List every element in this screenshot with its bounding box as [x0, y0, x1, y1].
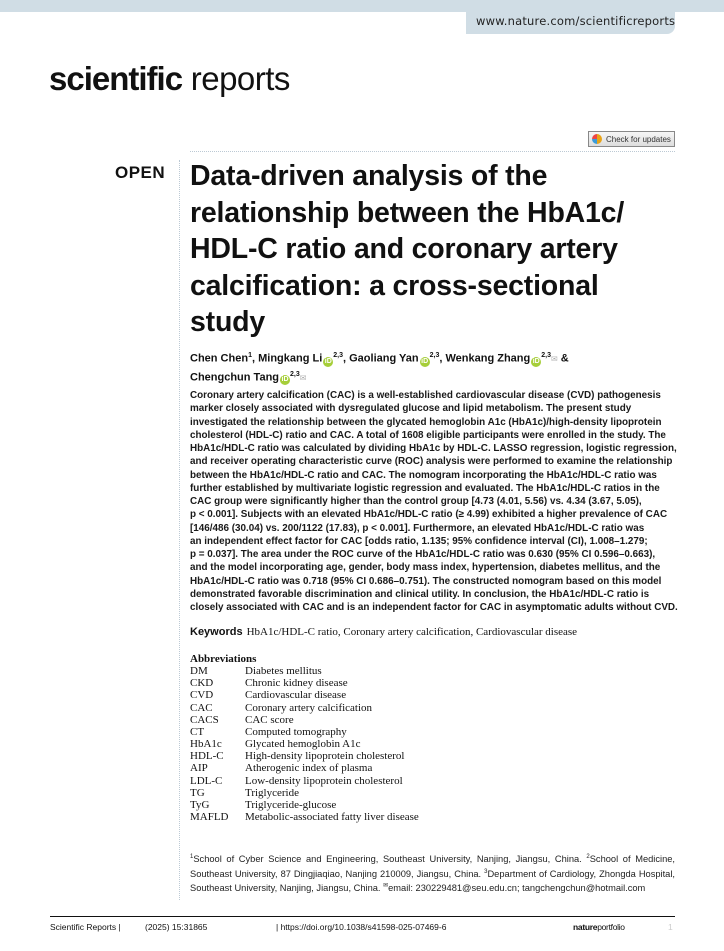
- author-separator: ,: [343, 352, 350, 365]
- footer-doi[interactable]: | https://doi.org/10.1038/s41598-025-07469-6: [276, 922, 447, 932]
- orcid-icon[interactable]: iD: [324, 357, 332, 365]
- abstract-line: and receiver operating characteristic curve (ROC) analysis were performed to examine the relationship: [190, 456, 673, 468]
- affiliations: [190, 851, 675, 895]
- logo-bold: scientific: [49, 60, 183, 97]
- author-affiliation-sup: 2,3: [429, 352, 440, 359]
- footer-rule: [50, 916, 675, 917]
- abbreviation-term: CVD: [190, 689, 214, 702]
- logo-light: reports: [182, 60, 290, 97]
- keywords: [190, 626, 577, 638]
- open-access-label: OPEN: [115, 163, 166, 182]
- author-separator: ,: [251, 352, 259, 365]
- affiliation-sup: 2: [586, 854, 590, 860]
- abbreviation-term: CT: [190, 725, 205, 738]
- author-affiliation-sup: 2,3: [290, 370, 300, 378]
- abbreviation-definition: Glycated hemoglobin A1c: [245, 738, 361, 751]
- crossmark-icon: [592, 134, 602, 144]
- title-line: HDL-C ratio and coronary artery: [190, 233, 618, 265]
- author-name: Chen Chen: [190, 352, 249, 365]
- author-affiliation-sup: 2,3: [541, 352, 551, 359]
- abbreviation-definition: Computed tomography: [245, 725, 347, 738]
- abstract-line: and the model incorporating age, gender, body mass index, hypertension, diabetes mellitus, and the: [190, 562, 661, 574]
- abbreviation-term: DM: [190, 665, 208, 678]
- email-icon[interactable]: ✉: [550, 354, 558, 364]
- author-list: [190, 348, 610, 385]
- abbreviation-row: [190, 714, 419, 726]
- abbreviation-row: [190, 799, 419, 811]
- publisher-light: portfolio: [597, 922, 625, 932]
- affiliation-sup: 3: [484, 868, 488, 875]
- abbreviation-definition: Low-density lipoprotein cholesterol: [245, 774, 403, 787]
- abbreviation-term: TyG: [190, 798, 210, 811]
- abbreviation-definition: Chronic kidney disease: [245, 677, 348, 690]
- abbreviation-row: [190, 689, 419, 701]
- abbreviation-row: [190, 762, 419, 774]
- abstract-line: [146/486 (30.04) vs. 200/1122 (17.83), p < 0.001]. Furthermore, an elevated HbA1c/HDL-C ratio was: [190, 522, 645, 534]
- article-title: [190, 158, 624, 341]
- affiliation-sup: 1: [190, 854, 194, 860]
- author-affiliation-sup: 1: [248, 352, 252, 359]
- author-name: Wenkang Zhang: [445, 352, 531, 365]
- abbreviation-term: LDL-C: [190, 774, 223, 787]
- abbreviation-row: [190, 750, 419, 762]
- orcid-icon[interactable]: iD: [421, 357, 429, 365]
- abbreviation-row: [190, 702, 419, 714]
- publisher-logo: [573, 922, 625, 932]
- abbreviation-row: [190, 775, 419, 787]
- abbreviation-definition: Triglyceride: [245, 786, 299, 799]
- abbreviation-definition: CAC score: [245, 713, 294, 726]
- title-line: calcification: a cross-sectional: [190, 269, 599, 302]
- abbreviation-term: CACS: [190, 713, 219, 726]
- abstract-line: p = 0.037]. The area under the ROC curve of the HbA1c/HDL-C ratio was 0.630 (95% CI 0.596–0.663),: [190, 549, 656, 560]
- email-icon[interactable]: ✉: [299, 373, 307, 383]
- abbreviation-row: [190, 726, 419, 738]
- abbreviation-term: AIP: [190, 762, 208, 775]
- author-separator: &: [557, 352, 569, 365]
- title-line: relationship between the HbA1c/: [190, 196, 625, 229]
- abbreviations: [190, 653, 419, 823]
- affiliation-text: School of Medicine, Southeast University, 87 Dingjiaqiao, Nanjing 210009, Jiangsu, China.: [190, 854, 675, 879]
- check-updates-label: Check for updates: [606, 134, 671, 144]
- author-name: Gaoliang Yan: [349, 352, 419, 365]
- abbreviation-definition: Atherogenic index of plasma: [245, 762, 373, 775]
- affiliation-sup: ✉: [383, 883, 389, 889]
- journal-url[interactable]: www.nature.com/scientificreports: [466, 0, 675, 34]
- abbreviation-row: [190, 665, 419, 677]
- abbreviation-term: CKD: [190, 677, 214, 690]
- title-line: Data-driven analysis of the: [190, 160, 548, 192]
- footer-journal: Scientific Reports |: [50, 922, 121, 932]
- author-affiliation-sup: 2,3: [333, 352, 343, 359]
- abstract-line: p < 0.001]. Subjects with an elevated HbA1c/HDL-C ratio (≥ 4.99) exhibited a higher prevalence of CAC: [190, 509, 668, 521]
- abbreviation-row: [190, 787, 419, 799]
- abbreviation-definition: High-density lipoprotein cholesterol: [245, 750, 405, 763]
- divider: [190, 151, 675, 152]
- abstract-line: marker closely associated with dysregulated glucose and lipid metabolism. The present study: [190, 403, 632, 415]
- abstract-line: cholesterol (HDL-C) ratio and CAC. A total of 1608 eligible participants were enrolled in the study. The: [190, 429, 666, 441]
- footer-volume: (2025) 15:31865: [145, 922, 208, 932]
- abbreviation-term: MAFLD: [190, 811, 229, 824]
- abstract-line: further established by multivariate logistic regression and evaluated. The HbA1c/HDL-C ratios in the: [190, 482, 660, 494]
- abstract-line: HbA1c/HDL-C ratio was 0.718 (95% CI 0.686–0.751). The constructed nomogram based on this model: [190, 575, 662, 587]
- abbreviation-definition: Metabolic-associated fatty liver disease: [245, 811, 419, 824]
- abstract-line: CAC group were significantly higher than the control group [4.73 (4.01, 5.56) vs. 4.34 (3.67, 5.05),: [190, 496, 642, 507]
- orcid-icon[interactable]: iD: [532, 357, 540, 365]
- affiliation-text: email: 230229481@seu.edu.cn; tangchengchun@hotmail.com: [388, 883, 646, 894]
- abbreviation-term: TG: [190, 786, 205, 799]
- abbreviation-row: [190, 811, 419, 823]
- abbreviations-heading: Abbreviations: [190, 653, 257, 665]
- check-for-updates-button[interactable]: [588, 131, 675, 147]
- abbreviation-definition: Cardiovascular disease: [245, 689, 347, 702]
- abbreviation-term: CAC: [190, 701, 213, 714]
- affiliation-text: School of Cyber Science and Engineering, Southeast University, Nanjing, Jiangsu, China.: [193, 854, 587, 865]
- abstract-line: between the HbA1c/HDL-C ratio and CAC. The nomogram incorporating the HbA1c/HDL-C ratio was: [190, 469, 657, 481]
- divider-vertical: [179, 160, 180, 900]
- abstract-line: an independent effect factor for CAC [odds ratio, 1.135; 95% confidence interval (CI), 1.008–1.279;: [190, 535, 648, 547]
- abstract-line: HbA1c/HDL-C ratio was calculated by dividing HbA1c by HDL-C. LASSO regression, logistic regression,: [190, 443, 677, 454]
- abstract-line: investigated the relationship between the glycated hemoglobin A1c (HbA1c)/high-density lipoprotein: [190, 416, 662, 428]
- keywords-value: HbA1c/HDL-C ratio, Coronary artery calcification, Cardiovascular disease: [246, 626, 578, 638]
- author-name: Chengchun Tang: [190, 371, 280, 384]
- author-separator: ,: [439, 352, 446, 365]
- abbreviation-definition: Coronary artery calcification: [245, 701, 373, 714]
- affiliation-text: Department of Cardiology, Zhongda Hospital, Southeast University, Nanjing, Jiangsu, China.: [190, 868, 675, 894]
- journal-logo: [49, 60, 290, 98]
- abbreviation-term: HbA1c: [190, 738, 222, 751]
- title-line: study: [190, 306, 266, 338]
- abstract-line: closely associated with CAC and is an independent factor for CAC in asymptomatic adults without CVD.: [190, 602, 678, 613]
- orcid-icon[interactable]: iD: [281, 376, 289, 384]
- abbreviation-term: HDL-C: [190, 750, 224, 763]
- author-name: Mingkang Li: [258, 352, 323, 365]
- abbreviation-row: [190, 738, 419, 750]
- abstract: [190, 389, 678, 614]
- abbreviation-row: [190, 677, 419, 689]
- publisher-bold: nature: [573, 922, 598, 932]
- abbreviation-definition: Diabetes mellitus: [245, 665, 322, 678]
- abbreviation-definition: Triglyceride-glucose: [245, 798, 337, 811]
- abstract-line: Coronary artery calcification (CAC) is a well-established cardiovascular disease (CVD) pathogenesis: [190, 390, 661, 401]
- abstract-line: demonstrated favorable discrimination and clinical utility. In conclusion, the HbA1c/HDL-C ratio is: [190, 588, 650, 600]
- page-number: 1: [668, 922, 673, 932]
- keywords-label: Keywords: [190, 626, 243, 638]
